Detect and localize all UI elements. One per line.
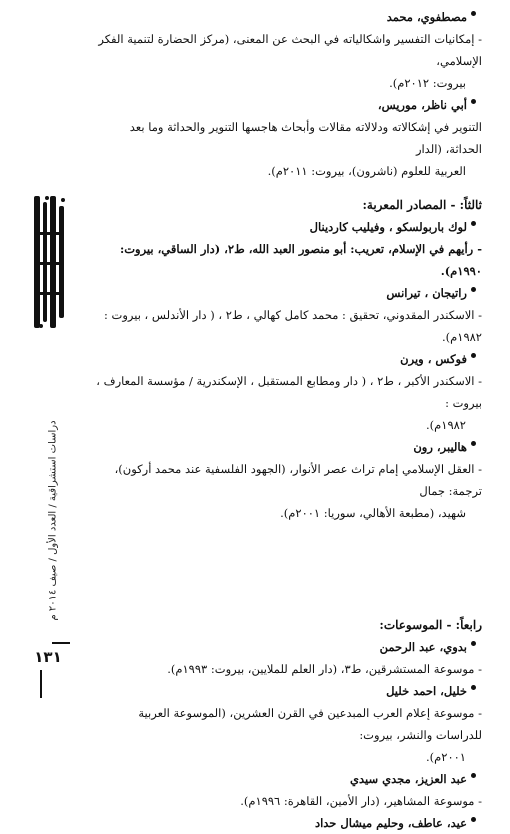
entry-continuation: العربية للعلوم (ناشرون)، بيروت: ٢٠١١م). <box>267 164 466 178</box>
entry-continuation: شهيد، (مطبعة الأهالي، سوريا: ٢٠٠١م). <box>280 506 466 520</box>
section-heading: ثالثاً: - المصادر المعربة: <box>362 198 482 212</box>
author-name: فوكس ، ويرن <box>90 348 482 370</box>
author-name: خليل، احمد خليل <box>90 680 482 702</box>
divider <box>52 642 70 644</box>
entry-continuation: بيروت: ٢٠١٢م). <box>389 76 466 90</box>
entry-continuation: ١٩٨٢م). <box>426 418 466 432</box>
bibliography-entry: - رأيهم في الإسلام، تعريب: أبو منصور العبد الله، ط٢، (دار الساقي، بيروت: ١٩٩٠م). <box>119 242 482 278</box>
bibliography-entry: - موسوعة المشاهير، (دار الأمين، القاهرة: ١٩٩٦م). <box>240 794 482 808</box>
bibliography-content <box>90 6 482 834</box>
bibliography-entry: - الاسكندر الأكبر ، ط٢ ، ( دار ومطابع المستقبل ، الإسكندرية / مؤسسة المعارف ، بيروت : <box>96 374 482 410</box>
divider <box>40 670 42 698</box>
bibliography-entry: - الاسكندر المقدوني، تحقيق : محمد كامل كهالي ، ط٢ ، ( دار الأندلس ، بيروت : ١٩٨٢م). <box>103 308 482 344</box>
author-name: مصطفوي، محمد <box>90 6 482 28</box>
author-name: هاليبر، رون <box>90 436 482 458</box>
journal-title: دراسات استشراقية / العدد الأول / صيف ٢٠١٤ م <box>47 419 59 621</box>
bibliography-entry: - موسوعة إعلام العرب المبدعين في القرن العشرين، (الموسوعة العربية للدراسات والنشر، بيروت: <box>138 706 482 742</box>
bibliography-entry: - العقل الإسلامي إمام تراث عصر الأنوار، (الجهود الفلسفية عند محمد أركون)، ترجمة: جمال <box>114 462 482 498</box>
bibliography-entry: التنوير في إشكالاته ودلالاته مقالات وأبحاث هاجسها التنوير والحداثة وما بعد الحداثة، (الدار <box>129 120 482 156</box>
spacer <box>90 524 482 602</box>
section-heading: رابعاً: - الموسوعات: <box>379 618 482 632</box>
author-name: بدوي، عبد الرحمن <box>90 636 482 658</box>
author-name: عيد، عاطف، وحليم ميشال حداد <box>90 812 482 834</box>
author-name: أبي ناظر، موريس، <box>90 94 482 116</box>
author-name: لوك باربولسكو ، وفيليب كاردينال <box>90 216 482 238</box>
bibliography-entry: - إمكانيات التفسير واشكالياته في البحث عن المعنى، (مركز الحضارة لتنمية الفكر الإسلامي، <box>98 32 482 68</box>
journal-logo-icon <box>30 192 68 332</box>
entry-continuation: ٢٠٠١م). <box>426 750 466 764</box>
page-number: ١٣١ <box>34 648 62 666</box>
author-name: راتيجان ، تيرانس <box>90 282 482 304</box>
author-name: عبد العزيز، مجدي سيدي <box>90 768 482 790</box>
journal-running-head <box>44 400 62 640</box>
bibliography-entry: - موسوعة المستشرقين، ط٣، (دار العلم للملايين، بيروت: ١٩٩٣م). <box>167 662 482 676</box>
